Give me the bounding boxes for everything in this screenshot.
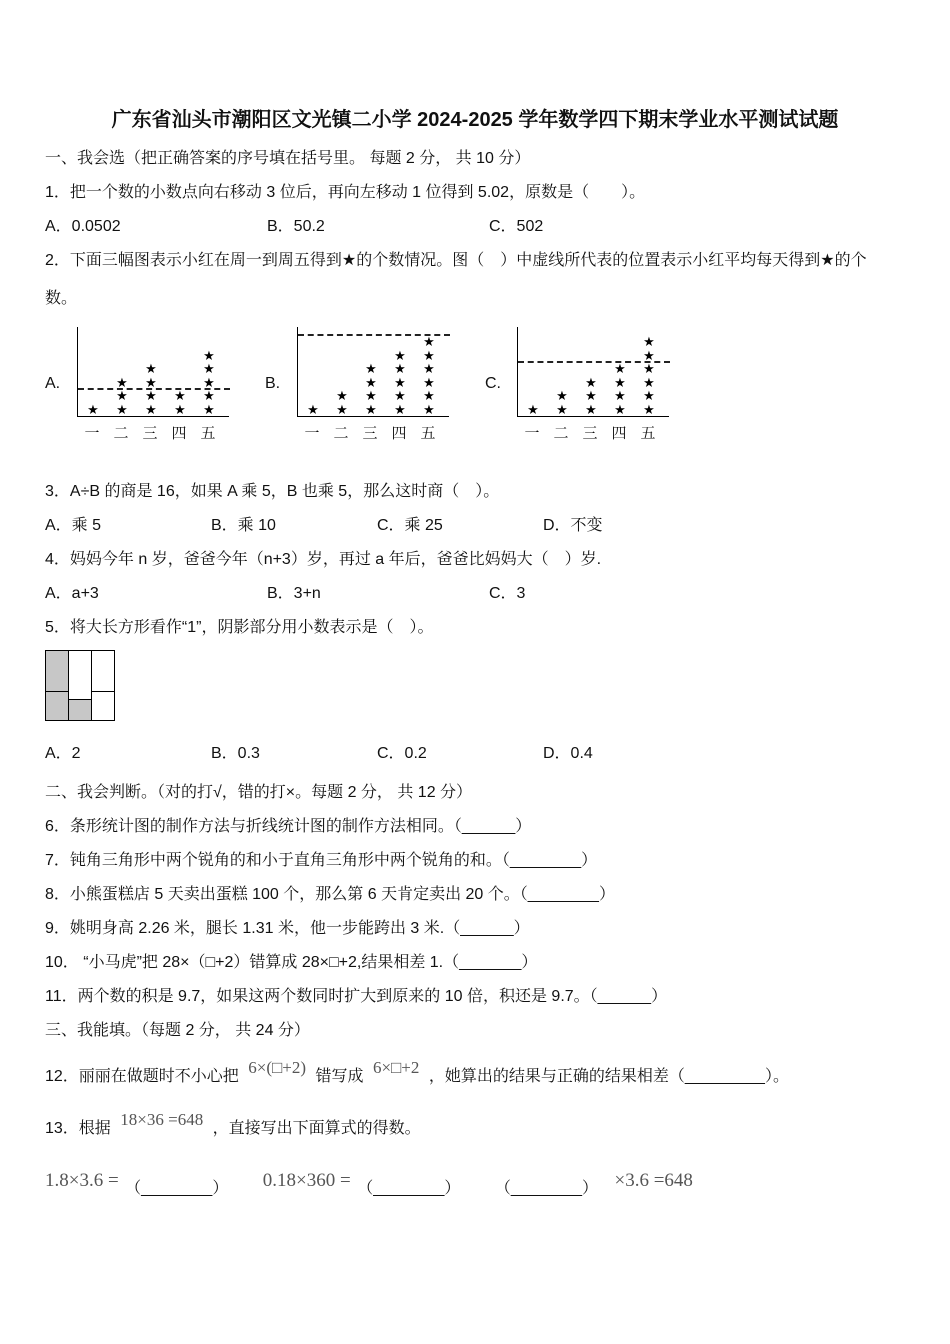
q13-expression-2: 0.18×360 = xyxy=(262,1170,351,1191)
star-chart-a xyxy=(45,327,229,443)
star-icon: ★ xyxy=(556,388,568,403)
star-icon: ★ xyxy=(203,388,215,403)
star-icon: ★ xyxy=(423,374,435,390)
q13-text-suffix: ，直接写出下面算式的得数。 xyxy=(212,1120,421,1137)
blank-cell xyxy=(91,691,115,721)
x-tick-label: 三 xyxy=(142,425,158,442)
x-tick-label: 四 xyxy=(611,425,627,442)
blank-cell xyxy=(68,650,92,700)
star-icon: ★ xyxy=(614,361,626,376)
star-icon: ★ xyxy=(423,361,435,376)
star-icon: ★ xyxy=(614,374,626,390)
x-tick-label: 一 xyxy=(524,425,540,442)
q3-option-d: D．不变 xyxy=(543,517,603,534)
star-icon: ★ xyxy=(585,374,597,390)
chart-c xyxy=(517,327,669,443)
x-tick-label: 五 xyxy=(200,425,216,442)
question-2-line-1: 2．下面三幅图表示小红在周一到周五得到★的个数情况。图（ ）中虚线所代表的位置表示小红平均每天得到★的个 xyxy=(45,252,867,269)
star-icon: ★ xyxy=(365,388,377,403)
chart-c-label: C. xyxy=(485,375,501,392)
question-2-charts xyxy=(45,327,905,443)
star-icon: ★ xyxy=(394,388,406,403)
star-icon: ★ xyxy=(643,401,655,417)
star-icon: ★ xyxy=(614,401,626,417)
x-tick-label: 二 xyxy=(553,425,569,442)
star-icon: ★ xyxy=(394,374,406,390)
x-tick-label: 五 xyxy=(640,425,656,442)
shaded-cell xyxy=(68,699,92,721)
star-icon: ★ xyxy=(365,401,377,417)
x-tick-label: 四 xyxy=(171,425,187,442)
chart-plot xyxy=(517,327,669,417)
star-icon: ★ xyxy=(203,361,215,376)
q5-option-b: B．0.3 xyxy=(211,745,260,762)
x-tick-label: 二 xyxy=(333,425,349,442)
star-icon: ★ xyxy=(145,361,157,376)
star-chart-b xyxy=(265,327,449,443)
question-3-options xyxy=(45,515,905,536)
star-icon: ★ xyxy=(643,334,655,349)
star-icon: ★ xyxy=(336,388,348,403)
star-icon: ★ xyxy=(423,388,435,403)
star-icon: ★ xyxy=(423,334,435,349)
average-dashed-line xyxy=(298,334,450,336)
question-11: 11．两个数的积是 9.7，如果这两个数同时扩大到原来的 10 倍，积还是 9.7。（______） xyxy=(45,988,668,1005)
x-tick-label: 四 xyxy=(391,425,407,442)
star-icon: ★ xyxy=(423,401,435,417)
star-icon: ★ xyxy=(307,401,319,417)
x-tick-label: 一 xyxy=(84,425,100,442)
star-icon: ★ xyxy=(394,361,406,376)
x-tick-label: 三 xyxy=(362,425,378,442)
q12-text-suffix: ，她算出的结果与正确的结果相差（_________）。 xyxy=(428,1068,789,1085)
star-icon: ★ xyxy=(643,347,655,363)
page-title: 广东省汕头市潮阳区文光镇二小学 2024-2025 学年数学四下期末学业水平测试试题 xyxy=(111,109,839,131)
x-tick-label: 二 xyxy=(113,425,129,442)
question-10: 10． “小马虎”把 28×（□+2）错算成 28×□+2,结果相差 1.（_______） xyxy=(45,954,538,971)
average-dashed-line xyxy=(78,388,230,390)
q13-text-prefix: 13．根据 xyxy=(45,1120,111,1137)
shaded-cell xyxy=(45,691,69,721)
q12-formula-correct: 6×(□+2) xyxy=(248,1058,307,1077)
chart-a-label: A. xyxy=(45,375,61,392)
chart-plot xyxy=(77,327,229,417)
chart-plot xyxy=(297,327,449,417)
question-13-answer-row xyxy=(45,1169,905,1197)
chart-x-labels xyxy=(517,422,669,443)
star-icon: ★ xyxy=(203,374,215,390)
star-icon: ★ xyxy=(174,401,186,417)
q3-option-a: A．乘 5 xyxy=(45,517,102,534)
figure-column-2 xyxy=(68,650,92,721)
q12-text-prefix: 12．丽丽在做题时不小心把 xyxy=(45,1068,239,1085)
question-1-options xyxy=(45,216,905,237)
question-5: 5．将大长方形看作“1”，阴影部分用小数表示是（ ）。 xyxy=(45,619,434,636)
question-4-options xyxy=(45,583,905,604)
question-7: 7．钝角三角形中两个锐角的和小于直角三角形中两个锐角的和。（________） xyxy=(45,852,598,869)
question-3: 3．A÷B 的商是 16，如果 A 乘 5，B 也乘 5，那么这时商（ ）。 xyxy=(45,483,500,500)
q12-text-middle: 错写成 xyxy=(315,1068,364,1085)
star-icon: ★ xyxy=(643,388,655,403)
star-icon: ★ xyxy=(116,388,128,403)
star-icon: ★ xyxy=(336,401,348,417)
star-icon: ★ xyxy=(643,374,655,390)
average-dashed-line xyxy=(518,361,670,363)
q13-formula-given: 18×36 =648 xyxy=(120,1110,204,1129)
star-icon: ★ xyxy=(145,374,157,390)
question-13 xyxy=(45,1110,905,1139)
chart-x-labels xyxy=(77,422,229,443)
q13-expression-1: 1.8×3.6 = xyxy=(45,1170,119,1191)
star-icon: ★ xyxy=(585,388,597,403)
star-icon: ★ xyxy=(116,374,128,390)
q4-option-b: B．3+n xyxy=(267,585,321,602)
x-tick-label: 五 xyxy=(420,425,436,442)
star-icon: ★ xyxy=(203,401,215,417)
star-chart-c xyxy=(485,327,669,443)
star-icon: ★ xyxy=(394,401,406,417)
q1-option-c: C．502 xyxy=(489,218,544,235)
q5-option-a: A．2 xyxy=(45,745,81,762)
figure-column-3 xyxy=(91,650,115,721)
star-icon: ★ xyxy=(116,401,128,417)
q13-answer-blank-3: （________） xyxy=(494,1180,599,1197)
star-icon: ★ xyxy=(643,361,655,376)
question-6: 6．条形统计图的制作方法与折线统计图的制作方法相同。（______） xyxy=(45,818,532,835)
star-icon: ★ xyxy=(394,347,406,363)
section-2-header: 二、我会判断。（对的打√，错的打×。每题 2 分， 共 12 分） xyxy=(45,784,473,801)
x-tick-label: 一 xyxy=(304,425,320,442)
shaded-cell xyxy=(45,650,69,692)
q13-expression-3: ×3.6 =648 xyxy=(614,1170,693,1191)
q3-option-b: B．乘 10 xyxy=(211,517,276,534)
star-icon: ★ xyxy=(527,401,539,417)
star-icon: ★ xyxy=(174,388,186,403)
q4-option-a: A．a+3 xyxy=(45,585,99,602)
question-12 xyxy=(45,1058,905,1087)
q1-option-b: B．50.2 xyxy=(267,218,325,235)
question-1: 1．把一个数的小数点向右移动 3 位后，再向左移动 1 位得到 5.02，原数是（ ）。 xyxy=(45,184,646,201)
chart-b-label: B. xyxy=(265,375,281,392)
q3-option-c: C．乘 25 xyxy=(377,517,443,534)
chart-x-labels xyxy=(297,422,449,443)
q4-option-c: C．3 xyxy=(489,585,526,602)
chart-a xyxy=(77,327,229,443)
question-4: 4．妈妈今年 n 岁，爸爸今年（n+3）岁，再过 a 年后，爸爸比妈妈大（ ）岁. xyxy=(45,551,602,568)
section-1-header: 一、我会选（把正确答案的序号填在括号里。 每题 2 分， 共 10 分） xyxy=(45,150,531,167)
question-2-line-2: 数。 xyxy=(45,290,78,307)
q12-formula-wrong: 6×□+2 xyxy=(372,1058,420,1077)
star-icon: ★ xyxy=(203,347,215,363)
q5-option-d: D．0.4 xyxy=(543,745,593,762)
question-5-options xyxy=(45,743,905,764)
q5-shaded-figure xyxy=(45,650,905,721)
star-icon: ★ xyxy=(87,401,99,417)
blank-cell xyxy=(91,650,115,692)
q1-option-a: A．0.0502 xyxy=(45,218,121,235)
q13-answer-blank-1: （________） xyxy=(125,1180,229,1197)
q5-option-c: C．0.2 xyxy=(377,745,427,762)
chart-b xyxy=(297,327,449,443)
section-3-header: 三、我能填。（每题 2 分， 共 24 分） xyxy=(45,1022,310,1039)
question-8: 8．小熊蛋糕店 5 天卖出蛋糕 100 个，那么第 6 天肯定卖出 20 个。（________） xyxy=(45,886,615,903)
star-icon: ★ xyxy=(614,388,626,403)
star-icon: ★ xyxy=(365,374,377,390)
star-icon: ★ xyxy=(365,361,377,376)
star-icon: ★ xyxy=(585,401,597,417)
q13-answer-blank-2: （________） xyxy=(357,1180,461,1197)
x-tick-label: 三 xyxy=(582,425,598,442)
star-icon: ★ xyxy=(423,347,435,363)
star-icon: ★ xyxy=(145,388,157,403)
star-icon: ★ xyxy=(556,401,568,417)
star-icon: ★ xyxy=(145,401,157,417)
figure-column-1 xyxy=(45,650,69,721)
question-9: 9．姚明身高 2.26 米，腿长 1.31 米，他一步能跨出 3 米.（______） xyxy=(45,920,530,937)
